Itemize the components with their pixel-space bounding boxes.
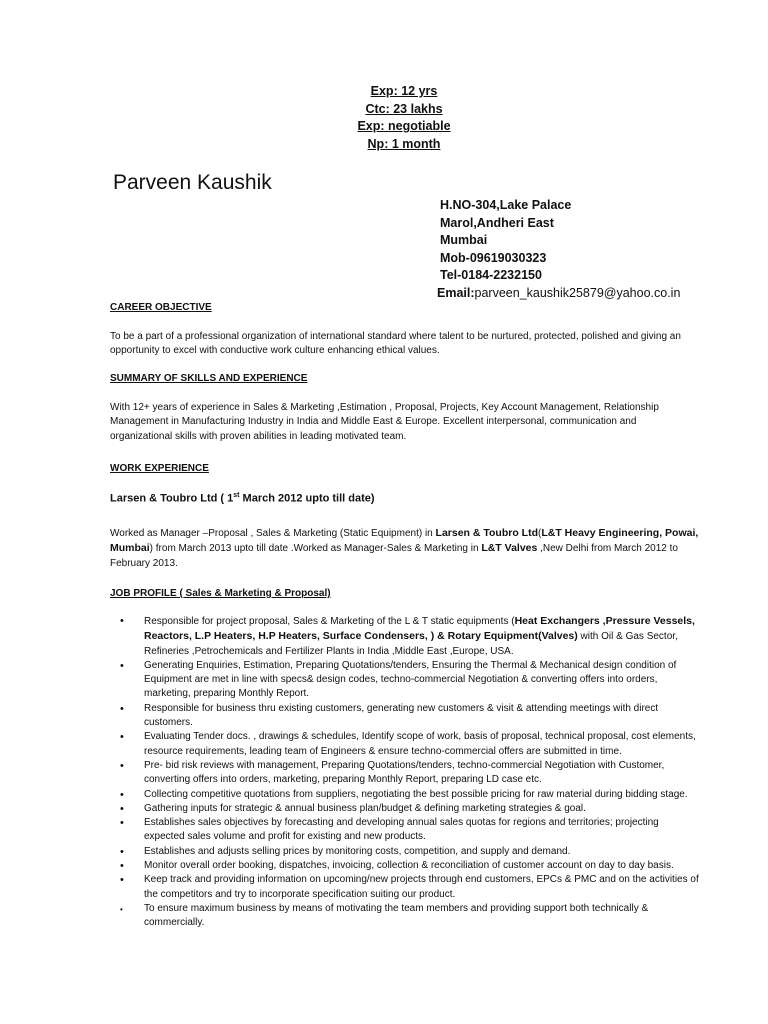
bullet-icon: • — [120, 788, 124, 801]
career-objective-text: To be a part of a professional organization of international standard where talent to be nurtured, protected, polished and giving an opportunity to excel with conductive work culture enhancing ethical values. — [110, 331, 681, 357]
job-profile-heading: JOB PROFILE ( Sales & Marketing & Proposal) — [110, 588, 331, 599]
notice-period: Np: 1 month — [367, 136, 441, 151]
expected-salary: Exp: negotiable — [357, 119, 451, 133]
job-profile-list — [110, 614, 700, 931]
bullet-icon: • — [120, 702, 124, 715]
address-line-1: H.NO-304,Lake Palace — [440, 198, 572, 212]
list-item: • Monitor overall order booking, dispatches, invoicing, collection & reconciliation of customer account on day to day basis. — [120, 860, 674, 873]
address-line-2: Marol,Andheri East — [440, 215, 554, 230]
experience-years: Exp: 12 yrs — [370, 84, 438, 98]
list-item: • Gathering inputs for strategic & annual business plan/budget & defining marketing strategies & goal. — [120, 802, 586, 815]
list-item: • Generating Enquiries, Estimation, Preparing Quotations/tenders, Ensuring the Thermal & Mechanical design condition of Equipment are met in line with specs& design codes, techno-commercial Negotiation & converting offers into orders, marketing, preparing Monthly Report. — [120, 659, 677, 700]
header-block — [0, 83, 768, 153]
candidate-name: Parveen Kaushik — [113, 171, 272, 194]
list-item: • Keep track and providing information on upcoming/new projects through end customers, EPCs & PMC and on the activities of the competitors and try to incorporate specification suiting our product. — [120, 874, 699, 900]
list-item: • Establishes and adjusts selling prices by monitoring costs, competition, and supply and demand. — [120, 845, 571, 858]
bullet-icon: • — [120, 759, 124, 772]
summary-text: With 12+ years of experience in Sales & Marketing ,Estimation , Proposal, Projects, Key Account Management, Relationship Management in Manufacturing Industry in India and Middle East & Europe. Excellent interpersonal, communication and organizational skills with proven abilities in leading motivated team. — [110, 402, 659, 442]
list-item: • Establishes sales objectives by forecasting and developing annual sales quotas for regions and territories; projecting expected sales volume and profit for existing and new products. — [120, 817, 659, 843]
summary-heading: SUMMARY OF SKILLS AND EXPERIENCE — [110, 373, 308, 384]
bullet-icon: • — [120, 845, 124, 858]
ctc: Ctc: 23 lakhs — [365, 101, 443, 116]
address-block — [437, 197, 681, 302]
email-line — [437, 285, 680, 303]
address-line-3: Mumbai — [440, 233, 488, 247]
bullet-icon: • — [120, 874, 124, 887]
mobile-number: Mob-09619030323 — [440, 250, 547, 265]
list-item: • Evaluating Tender docs. , drawings & schedules, Identify scope of work, basis of proposal, technical proposal, cost elements, resource requirements, leading team of Engineers & ensure techno-commercial offers are submitted in time. — [120, 731, 696, 757]
list-item: • To ensure maximum business by means of motivating the team members and providing support both technically & commercially. — [120, 902, 649, 929]
bullet-icon: • — [120, 615, 124, 627]
work-experience-text: Worked as Manager –Proposal , Sales & Marketing (Static Equipment) in Larsen & Toubro Ltd(L&T Heavy Engineering, Powai, Mumbai) from March 2013 upto till date .Worked as Manager-Sales & Marketing in L&T Valves ,New Delhi from March 2012 to February 2013. — [110, 527, 699, 569]
bullet-icon: • — [120, 659, 124, 672]
bullet-icon: • — [120, 860, 124, 873]
telephone-number: Tel-0184-2232150 — [440, 268, 542, 282]
bullet-icon: • — [120, 802, 124, 815]
company-heading: Larsen & Toubro Ltd ( 1st March 2012 upto till date) — [110, 492, 375, 505]
bullet-icon: • — [120, 817, 124, 830]
email-label: Email: — [437, 285, 475, 300]
list-item: • Pre- bid risk reviews with management, Preparing Quotations/tenders, techno-commercial Negotiation with Customer, converting offers into orders, marketing, preparing Monthly Report, preparing LD case etc. — [120, 759, 665, 786]
bullet-icon: • — [120, 731, 124, 744]
work-experience-heading: WORK EXPERIENCE — [110, 463, 209, 474]
list-item: • Collecting competitive quotations from suppliers, negotiating the best possible pricing for raw material during bidding stage. — [120, 788, 688, 801]
bullet-icon: • — [120, 904, 123, 914]
list-item: • Responsible for business thru existing customers, generating new customers & visit & attending meetings with direct customers. — [120, 702, 659, 729]
career-objective-heading: CAREER OBJECTIVE — [110, 302, 212, 313]
email-address: parveen_kaushik25879@yahoo.co.in — [474, 285, 681, 300]
list-item: • Responsible for project proposal, Sales & Marketing of the L & T static equipments (Heat Exchangers ,Pressure Vessels, Reactors, L.P Heaters, H.P Heaters, Surface Condensers, ) & Rotary Equipment(Valves) with Oil & Gas Sector, Refineries ,Petrochemicals and Fertilizer Plants in India ,Middle East ,Europe, USA. — [120, 615, 695, 657]
